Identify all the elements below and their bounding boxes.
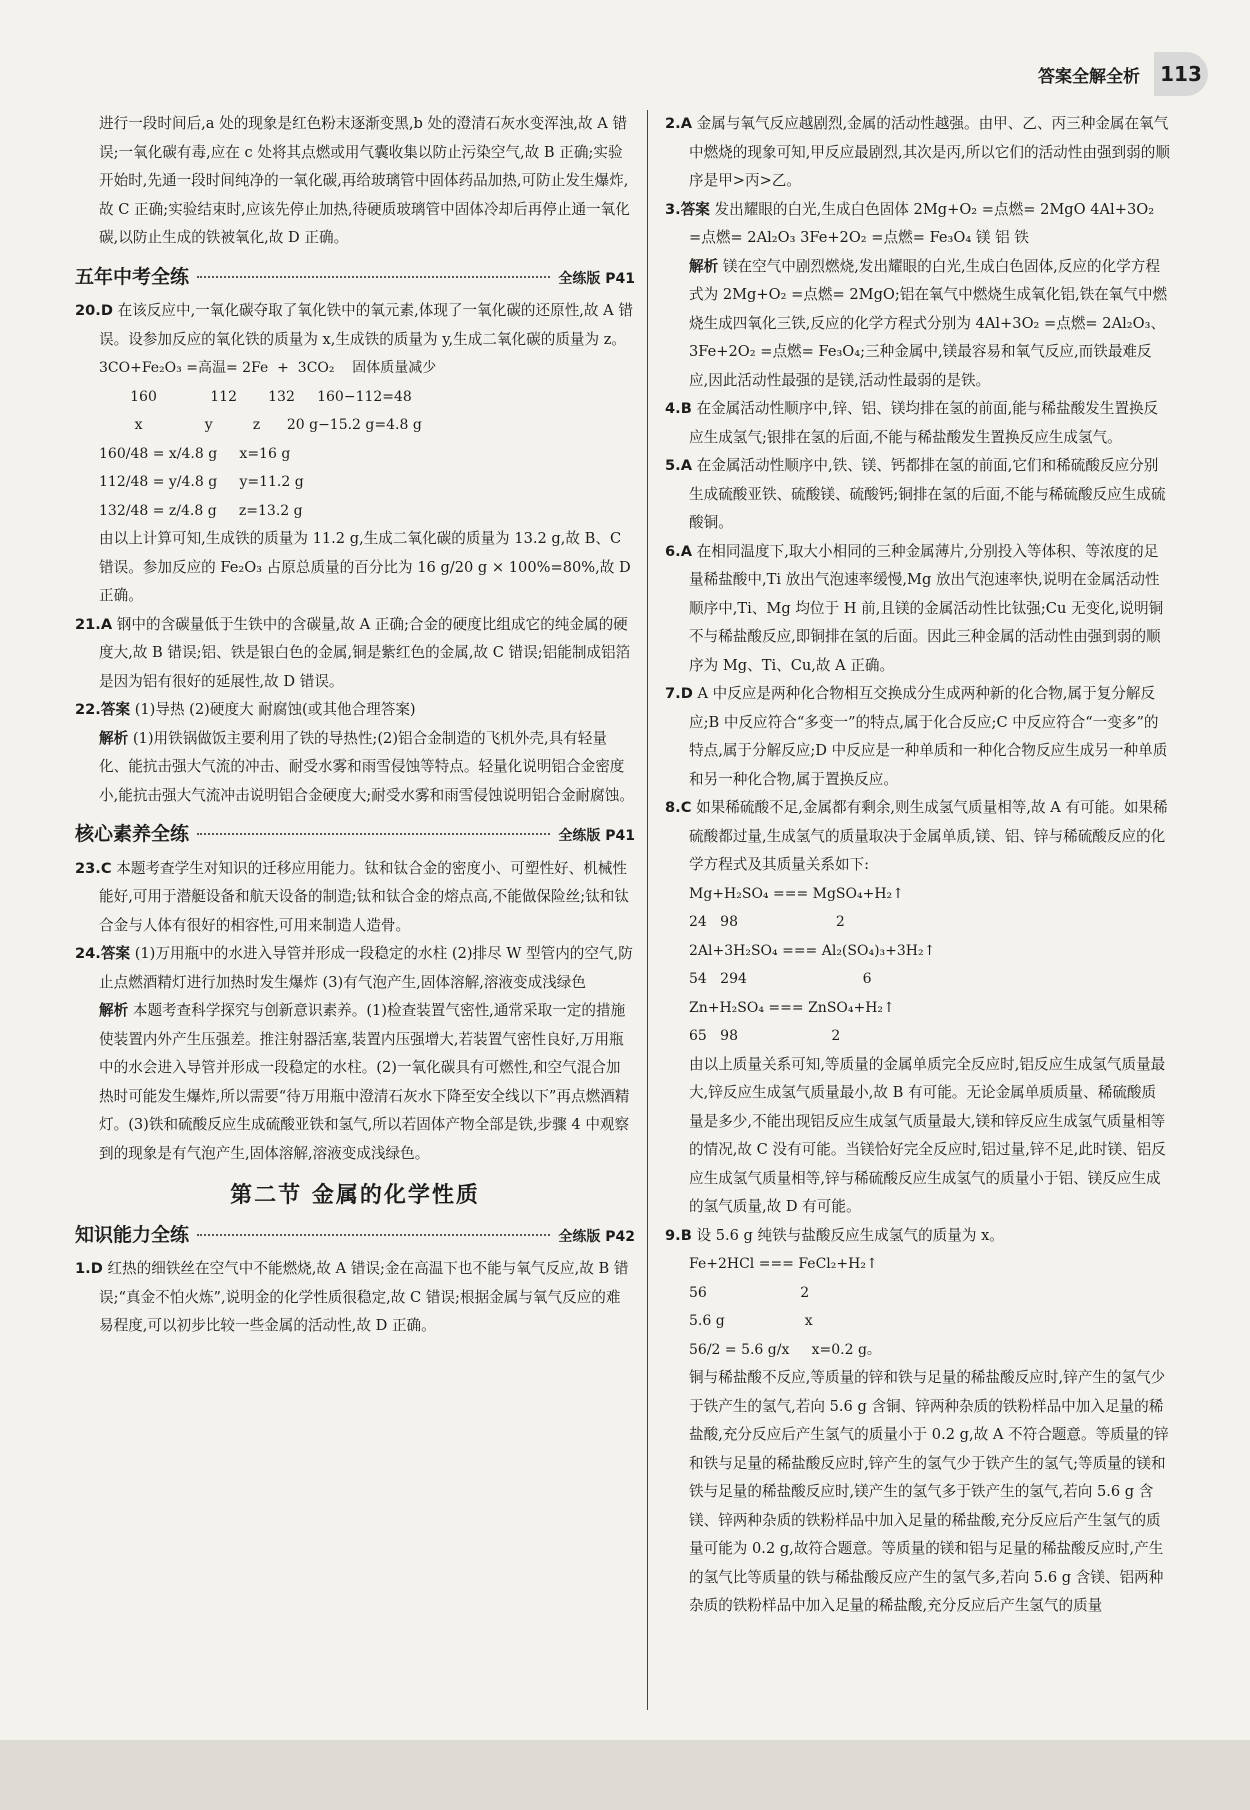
question-number: 2.A xyxy=(665,115,692,132)
explanation-paragraph xyxy=(75,997,635,1168)
explanation-paragraph xyxy=(75,110,635,253)
answer-item xyxy=(665,110,1170,196)
answer-item xyxy=(665,680,1170,794)
answer-text: 在金属活动性顺序中,铁、镁、钙都排在氢的前面,它们和稀硫酸反应分别生成硫酸亚铁、硫酸镁、硫酸钙;铜排在氢的后面,不能与稀硫酸反应生成硫酸铜。 xyxy=(689,457,1166,531)
answer-text: 红热的细铁丝在空气中不能燃烧,故 A 错误;金在高温下也不能与氧气反应,故 B 错误;“真金不怕火炼”,说明金的化学性质很稳定,故 C 错误;根据金属与氧气反应的难易程度,可以初步比较一些金属的活动性,故 D 正确。 xyxy=(99,1260,629,1334)
equation-line: 56 2 xyxy=(689,1284,810,1301)
answer-item xyxy=(75,855,635,941)
section-version: 全练版 P42 xyxy=(558,1228,635,1245)
answer-item xyxy=(75,696,635,725)
answer-item xyxy=(75,611,635,697)
explanation-text: 进行一段时间后,a 处的现象是红色粉末逐渐变黑,b 处的澄清石灰水变浑浊,故 A 错误;一氧化碳有毒,应在 c 处将其点燃或用气囊收集以防止污染空气,故 B 正确;实验开始时,先通一段时间纯净的一氧化碳,再给玻璃管中固体药品加热,可防止发生爆炸,故 C 正确;实验结束时,应该先停止加热,待硬质玻璃管中固体冷却后再停止通一氧化碳,以防止生成的铁被氧化,故 D 正确。 xyxy=(99,115,630,246)
question-number: 5.A xyxy=(665,457,692,474)
column-divider xyxy=(647,110,648,1710)
dot-leader xyxy=(197,1234,550,1236)
question-number: 8.C xyxy=(665,799,692,816)
section-heading xyxy=(75,820,635,851)
answer-item xyxy=(665,452,1170,538)
answer-item xyxy=(665,794,1170,880)
equation-line: 112/48 = y/4.8 g y=11.2 g xyxy=(99,474,304,490)
left-column xyxy=(75,110,635,1341)
explanation-paragraph xyxy=(665,253,1170,396)
explanation-paragraph xyxy=(75,525,635,611)
equation-line: 54 294 6 xyxy=(689,971,872,987)
answer-item xyxy=(75,940,635,997)
answer-text: 设 5.6 g 纯铁与盐酸反应生成氢气的质量为 x。 xyxy=(696,1226,1004,1244)
explanation-text: 镁在空气中剧烈燃烧,发出耀眼的白光,生成白色固体,反应的化学方程式为 2Mg+O₂ =点燃= 2MgO;铝在氧气中燃烧生成氧化铝,铁在氧气中燃烧生成四氧化三铁,反应的化学方程式分别为 4Al+3O₂ =点燃= 2Al₂O₃、3Fe+2O₂ =点燃= Fe₃O₄;三种金属中,镁最容易和氧气反应,而铁最难反应,因此活动性最强的是镁,活动性最弱的是铁。 xyxy=(689,257,1168,389)
chapter-title: 第二节 金属的化学性质 xyxy=(230,1183,480,1208)
scan-bottom-margin xyxy=(0,1740,1250,1810)
analysis-tag: 解析 xyxy=(689,257,719,275)
section-heading xyxy=(75,263,635,294)
dot-leader xyxy=(197,833,550,835)
equation-line: Mg+H₂SO₄ === MgSO₄+H₂↑ xyxy=(689,885,904,902)
equation-line: Zn+H₂SO₄ === ZnSO₄+H₂↑ xyxy=(689,999,895,1016)
question-number: 24.答案 xyxy=(75,945,131,962)
answer-text: 在金属活动性顺序中,锌、铝、镁均排在氢的前面,能与稀盐酸发生置换反应生成氢气;银排在氢的后面,不能与稀盐酸发生置换反应生成氢气。 xyxy=(689,400,1159,446)
equation-line: Fe+2HCl === FeCl₂+H₂↑ xyxy=(689,1256,878,1272)
answer-item xyxy=(75,1255,635,1341)
dot-leader xyxy=(197,276,550,278)
answer-text: 如果稀硫酸不足,金属都有剩余,则生成氢气质量相等,故 A 有可能。如果稀硫酸都过量,生成氢气的质量取决于金属单质,镁、铝、锌与稀硫酸反应的化学方程式及其质量关系如下: xyxy=(689,799,1168,873)
answer-text: 本题考查学生对知识的迁移应用能力。钛和钛合金的密度小、可塑性好、机械性能好,可用于潜艇设备和航天设备的制造;钛和钛合金的熔点高,不能做保险丝;钛和钛合金与人体有很好的相容性,可用来制造人造骨。 xyxy=(99,859,629,934)
answer-text: 钢中的含碳量低于生铁中的含碳量,故 A 正确;合金的硬度比组成它的纯金属的硬度大,故 B 错误;铝、铁是银白色的金属,铜是紫红色的金属,故 C 错误;铝能制成铝箔是因为铝有很好的延展性,故 D 错误。 xyxy=(99,615,631,690)
answer-text: (1)万用瓶中的水进入导管并形成一段稳定的水柱 (2)排尽 W 型管内的空气,防止点燃酒精灯进行加热时发生爆炸 (3)有气泡产生,固体溶解,溶液变成浅绿色 xyxy=(99,945,633,991)
section-heading xyxy=(75,1221,635,1252)
section-title: 知识能力全练 xyxy=(75,1223,190,1246)
answer-text: (1)导热 (2)硬度大 耐腐蚀(或其他合理答案) xyxy=(134,701,416,718)
explanation-text: 本题考查科学探究与创新意识素养。(1)检查装置气密性,通常采取一定的措施使装置内外产生压强差。推注射器活塞,装置内压强增大,若装置气密性良好,万用瓶中的水会进入导管并形成一段稳定的水柱。(2)一氧化碳具有可燃性,和空气混合加热时可能发生爆炸,所以需要“待万用瓶中澄清石灰水下降至安全线以下”再点燃酒精灯。(3)铁和硫酸反应生成硫酸亚铁和氢气,所以若固体产物全部是铁,步骤 4 中观察到的现象是有气泡产生,固体溶解,溶液变成浅绿色。 xyxy=(99,1002,630,1162)
equation-line: 160/48 = x/4.8 g x=16 g xyxy=(99,445,291,462)
answer-item xyxy=(665,1222,1170,1251)
question-number: 21.A xyxy=(75,615,113,633)
answer-item xyxy=(665,538,1170,681)
equation-line: 56/2 = 5.6 g/x x=0.2 g。 xyxy=(689,1341,881,1358)
analysis-tag: 解析 xyxy=(99,1002,129,1019)
explanation-text: 由以上计算可知,生成铁的质量为 11.2 g,生成二氧化碳的质量为 13.2 g,故 B、C 错误。参加反应的 Fe₂O₃ 占原总质量的百分比为 16 g/20 g × 100%=80%,故 D 正确。 xyxy=(99,530,631,604)
answer-item xyxy=(665,196,1170,253)
section-version: 全练版 P41 xyxy=(558,828,635,844)
answer-item xyxy=(665,395,1170,452)
equation-line: 132/48 = z/4.8 g z=13.2 g xyxy=(99,502,303,519)
section-version: 全练版 P41 xyxy=(558,270,635,287)
equation-line: 3CO+Fe₂O₃ =高温= 2Fe + 3CO₂ 固体质量减少 xyxy=(99,360,437,376)
question-number: 7.D xyxy=(665,685,693,702)
page-number: 113 xyxy=(1154,52,1208,96)
equation-line: x y z 20 g−15.2 g=4.8 g xyxy=(99,417,422,433)
equation-line: 65 98 2 xyxy=(689,1028,841,1044)
section-title: 核心素养全练 xyxy=(75,823,190,845)
right-column xyxy=(665,110,1170,1621)
analysis-tag: 解析 xyxy=(99,729,129,747)
explanation-paragraph xyxy=(665,1364,1170,1621)
explanation-paragraph xyxy=(665,1051,1170,1222)
question-number: 22.答案 xyxy=(75,701,131,718)
question-number: 9.B xyxy=(665,1226,692,1244)
equation-line: 2Al+3H₂SO₄ === Al₂(SO₄)₃+3H₂↑ xyxy=(689,942,936,959)
answer-text: 在该反应中,一氧化碳夺取了氧化铁中的氧元素,体现了一氧化碳的还原性,故 A 错误。设参加反应的氧化铁的质量为 x,生成铁的质量为 y,生成二氧化碳的质量为 z。 xyxy=(99,302,633,348)
answer-text: A 中反应是两种化合物相互交换成分生成两种新的化合物,属于复分解反应;B 中反应符合“多变一”的特点,属于化合反应;C 中反应符合“一变多”的特点,属于分解反应;D 中反应是一种单质和一种化合物反应生成另一种单质和另一种化合物,属于置换反应。 xyxy=(689,685,1168,788)
question-number: 23.C xyxy=(75,859,112,877)
answer-text: 金属与氧气反应越剧烈,金属的活动性越强。由甲、乙、丙三种金属在氧气中燃烧的现象可知,甲反应最剧烈,其次是丙,所以它们的活动性由强到弱的顺序是甲>丙>乙。 xyxy=(689,115,1170,189)
header-label: 答案全解全析 xyxy=(1038,67,1140,87)
equation-line: 24 98 2 xyxy=(689,914,845,930)
explanation-text: 由以上质量关系可知,等质量的金属单质完全反应时,铝反应生成氢气质量最大,锌反应生成氢气质量最小,故 B 有可能。无论金属单质质量、稀硫酸质量是多少,不能出现铝反应生成氢气质量最大,镁和锌反应生成氢气质量相等的情况,故 C 没有可能。当镁恰好完全反应时,铝过量,锌不足,此时镁、铝反应生成氢气质量相等,锌与稀硫酸反应生成氢气的质量小于铝、镁反应生成的氢气质量,故 D 有可能。 xyxy=(689,1055,1166,1215)
question-number: 20.D xyxy=(75,302,113,319)
question-number: 1.D xyxy=(75,1260,103,1277)
question-number: 6.A xyxy=(665,542,692,560)
equation-line: 160 112 132 160−112=48 xyxy=(99,388,412,405)
explanation-text: 铜与稀盐酸不反应,等质量的锌和铁与足量的稀盐酸反应时,锌产生的氢气少于铁产生的氢气,若向 5.6 g 含铜、锌两种杂质的铁粉样品中加入足量的稀盐酸,充分反应后产生氢气的质量小于 0.2 g,故 A 不符合题意。等质量的锌和铁与足量的稀盐酸反应时,锌产生的氢气少于铁产生的氢气;等质量的镁和铁与足量的稀盐酸反应时,镁产生的氢气多于铁产生的氢气,若向 5.6 g 含镁、锌两种杂质的铁粉样品中加入足量的稀盐酸,充分反应后产生氢气的质量可能为 0.2 g,故符合题意。等质量的镁和铝与足量的稀盐酸反应时,产生的氢气比等质量的铁与稀盐酸反应产生的氢气多,若向 5.6 g 含镁、铝两种杂质的铁粉样品中加入足量的稀盐酸,充分反应后产生氢气的质量 xyxy=(689,1369,1169,1614)
question-number: 3.答案 xyxy=(665,200,710,218)
equation-line: 5.6 g x xyxy=(689,1313,813,1329)
answer-item xyxy=(75,297,635,354)
answer-text: 发出耀眼的白光,生成白色固体 2Mg+O₂ =点燃= 2MgO 4Al+3O₂ =点燃= 2Al₂O₃ 3Fe+2O₂ =点燃= Fe₃O₄ 镁 铝 铁 xyxy=(689,200,1155,246)
question-number: 4.B xyxy=(665,400,692,417)
explanation-text: (1)用铁锅做饭主要利用了铁的导热性;(2)铝合金制造的飞机外壳,具有轻量化、能抗击强大气流的冲击、耐受水雾和雨雪侵蚀等特点。轻量化说明铝合金密度小,能抗击强大气流冲击说明铝合金硬度大;耐受水雾和雨雪侵蚀说明铝合金耐腐蚀。 xyxy=(99,729,634,804)
section-title: 五年中考全练 xyxy=(75,265,190,288)
explanation-paragraph xyxy=(75,725,635,811)
answer-text: 在相同温度下,取大小相同的三种金属薄片,分别投入等体积、等浓度的足量稀盐酸中,Ti 放出气泡速率缓慢,Mg 放出气泡速率快,说明在金属活动性顺序中,Ti、Mg 均位于 H 前,且镁的金属活动性比钛强;Cu 无变化,说明铜不与稀盐酸反应,即铜排在氢的后面。因此三种金属的活动性由强到弱的顺序为 Mg、Ti、Cu,故 A 正确。 xyxy=(689,542,1164,674)
